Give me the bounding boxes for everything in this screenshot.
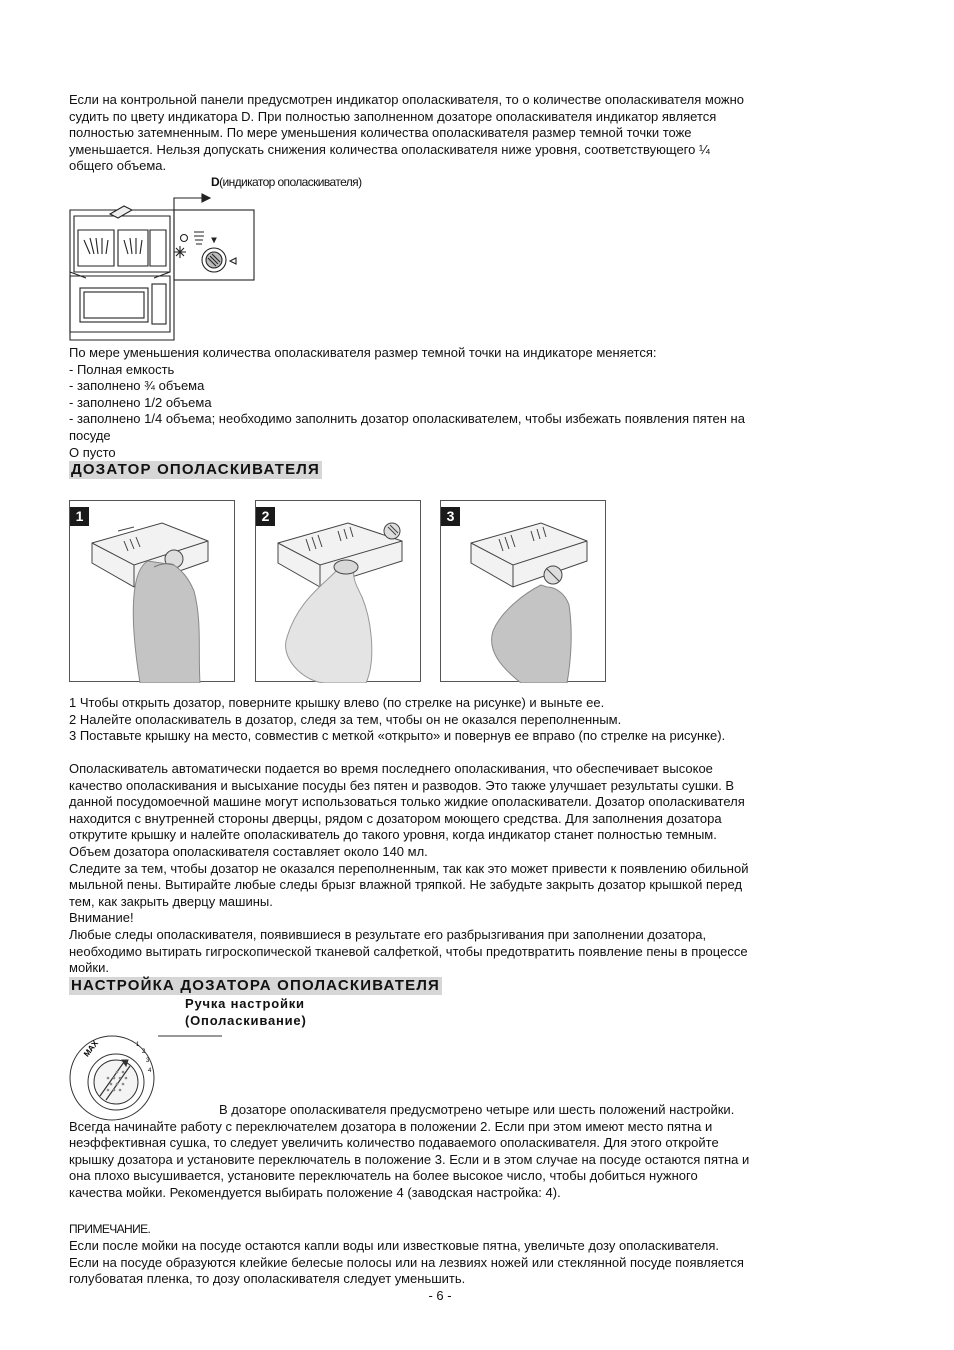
intro-line: полностью затемненным. По мере уменьшения количества ополаскивателя размер темной точки тоже (69, 125, 692, 141)
steps-list (69, 695, 829, 745)
section-heading-settings: НАСТРОЙКА ДОЗАТОРА ОПОЛАСКИВАТЕЛЯ (71, 977, 441, 994)
body-line: мыльной пены. Вытирайте любые следы брызг влажной тряпкой. Не забудьте закрыть дозатор крышкой перед (69, 877, 743, 893)
scale-mark: 3 (146, 1058, 150, 1064)
settings-line: качества мойки. Рекомендуется выбирать положение 4 (заводская настройка: 4). (69, 1184, 561, 1200)
body-line: данной посудомоечной машине могут использоваться только жидкие ополаскиватели. Дозатор ополаскивателя (69, 794, 745, 810)
body-line: Ополаскиватель автоматически подается во время последнего ополаскивания, что обеспечивает высокое (69, 761, 713, 776)
settings-line: крышку дозатора и установите переключатель в положение 3. Если и в этом случае на посуде остаются пятна и (69, 1151, 750, 1167)
note-line: Если после мойки на посуде остаются капли воды или известковые пятна, увеличьте дозу ополаскивателя. (69, 1238, 720, 1253)
body-line: открутите крышку и налейте ополаскиватель до такого уровня, когда индикатор станет полностью темным. (69, 827, 717, 843)
body-line: Внимание! (69, 910, 134, 926)
settings-line: неэффективная сушка, то следует увеличить количество подаваемого ополаскивателя. Для этого откройте (69, 1135, 719, 1151)
list-item: 1 Чтобы открыть дозатор, поверните крышку влево (по стрелке на рисунке) и выньте ее. (69, 695, 605, 710)
step-3-illustration (441, 501, 607, 683)
list-item: - заполнено 1/4 объема; необходимо заполнить дозатор ополаскивателем, чтобы избежать появления пятен на (69, 411, 745, 427)
list-item: - заполнено 1/2 объема (69, 394, 212, 410)
list-item: 3 Поставьте крышку на место, совместив с меткой «открыто» и повернув ее вправо (по стрелке на рисунке). (69, 728, 726, 744)
list-item: - Полная емкость (69, 361, 175, 377)
scale-mark: 2 (142, 1049, 146, 1055)
list-item: 2 Налейте ополаскиватель в дозатор, следя за тем, чтобы он не оказался переполненным. (69, 711, 622, 727)
scale-mark: 1 (136, 1042, 140, 1048)
settings-line: Всегда начинайте работу с переключателем дозатора в положении 2. Если при этом имеют место пятна и (69, 1118, 713, 1134)
dispenser-diagram (66, 180, 256, 342)
list-item: О пусто (69, 444, 116, 460)
adjustment-knob-diagram (66, 1026, 226, 1122)
settings-line: она плохо высушивается, установите переключатель на более высокое число, чтобы добиться нужного (69, 1168, 698, 1184)
scale-mark: 4 (148, 1068, 152, 1074)
step-badge: 2 (256, 507, 275, 526)
indicator-letter: D (211, 175, 220, 189)
section-heading-dispenser: ДОЗАТОР ОПОЛАСКИВАТЕЛЯ (71, 461, 321, 478)
levels-intro: По мере уменьшения количества ополаскивателя размер темной точки на индикаторе меняется: (69, 345, 657, 360)
note-title: ПРИМЕЧАНИЕ. (69, 1222, 151, 1236)
indicator-caption-text: (индикатор ополаскивателя) (219, 175, 362, 189)
max-label: MAX (81, 1038, 100, 1059)
step-1-illustration (70, 501, 236, 683)
knob-label-line2: (Ополаскивание) (185, 1013, 307, 1028)
note-line: Если на посуде образуются клейкие белесые полосы или на лезвиях ножей или стеклянной посуде появляется (69, 1254, 744, 1270)
body-line: мойки. (69, 960, 109, 976)
step-figure-2 (255, 500, 421, 682)
body-line: тем, как закрыть дверцу машины. (69, 893, 273, 909)
settings-first-line: В дозаторе ополаскивателя предусмотрено четыре или шесть положений настройки. (219, 1102, 735, 1117)
page-number: - 6 - (428, 1288, 452, 1303)
intro-paragraph (69, 92, 829, 175)
body-paragraph (69, 761, 829, 977)
knob-label-line1: Ручка настройки (185, 996, 305, 1011)
list-item: - заполнено ¾ объема (69, 378, 205, 394)
step-figure-1 (69, 500, 235, 682)
note-line: голубоватая пленка, то дозу ополаскивателя следует уменьшить. (69, 1271, 466, 1287)
body-line: Следите за тем, чтобы дозатор не оказался переполненным, так как это может привести к появлению обильной (69, 860, 749, 876)
body-line: Объем дозатора ополаскивателя составляет около 140 мл. (69, 843, 428, 859)
intro-line: судить по цвету индикатора D. При полностью заполненном дозаторе ополаскивателя индикатор является (69, 108, 717, 124)
body-line: качество ополаскивания и высыхание посуды без пятен и разводов. Это также улучшает результаты сушки. В (69, 777, 735, 793)
body-line: находится с внутренней стороны дверцы, рядом с дозатором моющего средства. Для заполнения дозатора (69, 810, 722, 826)
step-badge: 3 (441, 507, 460, 526)
step-2-illustration (256, 501, 422, 683)
note-paragraph (69, 1238, 829, 1288)
levels-list (69, 345, 829, 461)
body-line: необходимо вытирать гигроскопической тканевой салфеткой, чтобы предотвратить появление пены в процессе (69, 943, 748, 959)
intro-line: общего объема. (69, 158, 167, 174)
body-line: Любые следы ополаскивателя, появившиеся в результате его разбрызгивания при заполнении дозатора, (69, 926, 707, 942)
list-item: посуде (69, 427, 111, 443)
settings-paragraph (69, 1119, 829, 1202)
intro-line: уменьшается. Нельзя допускать снижения количества ополаскивателя ниже уровня, соответствующего ¼ (69, 141, 710, 157)
intro-line: Если на контрольной панели предусмотрен индикатор ополаскивателя, то о количестве ополаскивателя можно (69, 92, 745, 107)
step-badge: 1 (70, 507, 89, 526)
step-figure-3 (440, 500, 606, 682)
